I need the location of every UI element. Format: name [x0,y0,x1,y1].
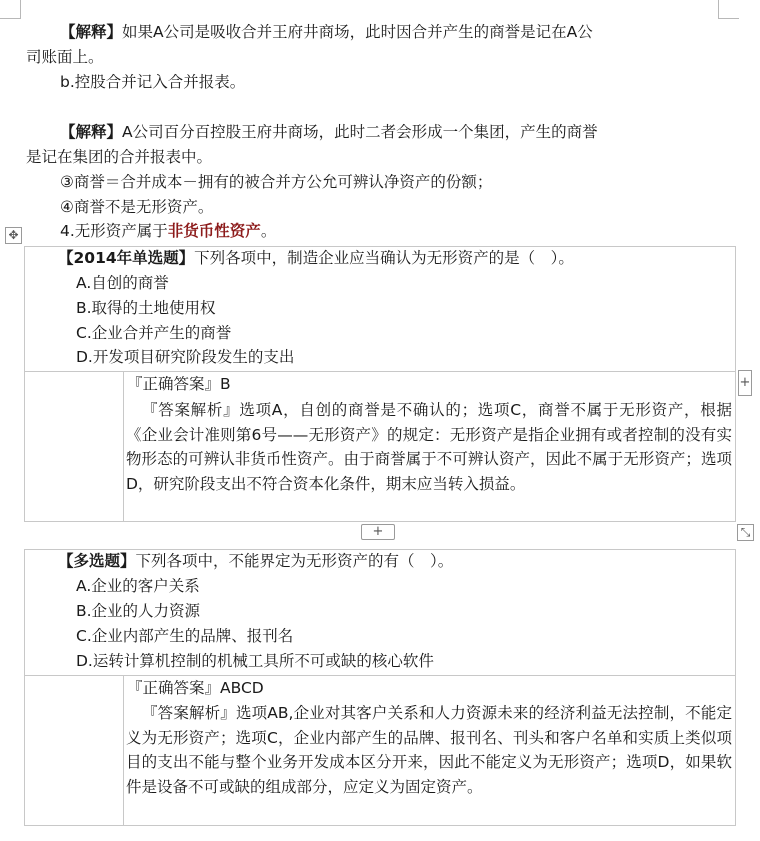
question-2-answer: 『正确答案』ABCD [127,679,264,697]
question-1-analysis: 『答案解析』选项A，自创的商誉是不确认的；选项C，商誉不属于无形资产，根据《企业会计准则第6号——无形资产》的规定：无形资产是指企业拥有或者控制的没有实物形态的可辨认非货币性资产。由于商誉属于不可辨认资产，因此不属于无形资产；选项D，研究阶段支出不符合资本化条件，期末应当转入损益。 [126,401,732,493]
question-2-option-a: A.企业的客户关系 [76,577,200,595]
jieshi-tag: 【解释】 [60,123,123,141]
question-1-option-b: B.取得的土地使用权 [76,299,216,317]
jieshi-tag: 【解释】 [60,23,123,41]
jieshi-b-line2: 是记在集团的合并报表中。 [26,148,213,166]
question-1-option-a: A.自创的商誉 [76,274,169,292]
point-3: ③商誉＝合并成本－拥有的被合并方公允可辨认净资产的份额； [60,173,493,191]
question-2-option-c: C.企业内部产生的品牌、报刊名 [76,627,294,645]
question-2-col-divider [123,675,124,826]
question-1-answer: 『正确答案』B [127,375,231,393]
emphasis-text: 非货币性资产 [167,222,261,240]
jieshi-b-line1: 【解释】A公司百分百控股王府井商场，此时二者会形成一个集团，产生的商誉 [60,123,598,141]
add-column-icon[interactable]: + [738,370,752,396]
jieshi-a-line1: 【解释】如果A公司是吸收合并王府井商场，此时因合并产生的商誉是记在A公 [60,23,593,41]
question-2-stem: 【多选题】下列各项中，不能界定为无形资产的有（ ）。 [58,552,454,570]
question-2-analysis: 『答案解析』选项AB,企业对其客户关系和人力资源未来的经济利益无法控制，不能定义为无形资产；选项C，企业内部产生的品牌、报刊名、刊头和客户名单和实质上类似项目的支出不能与整个业务开发成本区分开来，因此不能定义为无形资产；选项D，如果软件是设备不可或缺的组成部分，应定义为固定资产。 [126,704,732,796]
point-4: ④商誉不是无形资产。 [60,198,214,216]
question-1-tag: 【2014年单选题】 [58,249,195,267]
add-row-icon[interactable]: + [361,524,395,540]
question-1-col-divider [123,371,124,522]
table-resize-icon[interactable]: ⤡ [737,524,754,541]
question-1-option-c: C.企业合并产生的商誉 [76,324,232,342]
page-corner-mark-left [0,0,21,19]
question-1-option-d: D.开发项目研究阶段发生的支出 [76,348,295,366]
table-move-handle-icon[interactable]: ✥ [5,227,22,244]
question-1-stem: 【2014年单选题】下列各项中，制造企业应当确认为无形资产的是（ ）。 [58,249,574,267]
question-2-tag: 【多选题】 [58,552,136,570]
point-4-main: 4.无形资产属于非货币性资产。 [60,222,277,240]
page-corner-mark-right [718,0,739,19]
item-b: b.控股合并记入合并报表。 [60,73,246,91]
question-2-option-b: B.企业的人力资源 [76,602,201,620]
jieshi-a-line2: 司账面上。 [26,48,104,66]
question-2-option-d: D.运转计算机控制的机械工具所不可或缺的核心软件 [76,652,434,670]
